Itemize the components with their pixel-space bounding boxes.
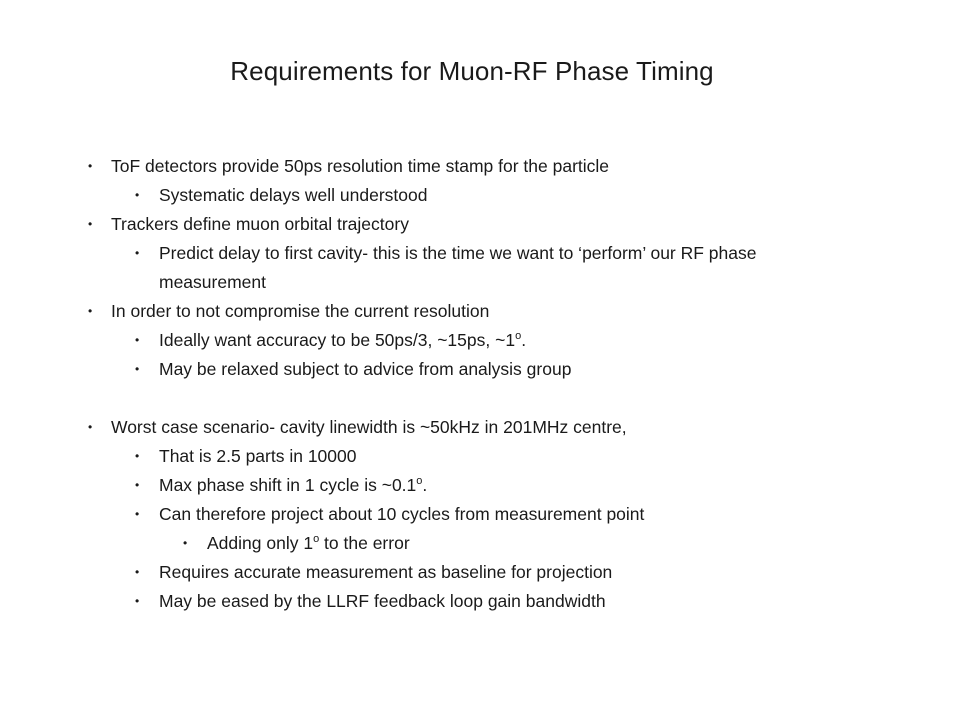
slide-title: Requirements for Muon-RF Phase Timing [230, 56, 714, 86]
bullet-dot-icon: • [135, 449, 140, 463]
bullet-item [0, 152, 900, 181]
bullet-item [0, 239, 859, 297]
bullet-dot-icon: • [135, 565, 140, 579]
bullet-text: In order to not compromise the current resolution [111, 301, 490, 321]
bullet-text: Predict delay to first cavity- this is the time we want to ‘perform’ our RF phase measurement [159, 243, 757, 292]
degree-superscript: o [313, 533, 320, 546]
bullet-dot-icon: • [88, 304, 93, 318]
bullet-dot-icon: • [88, 159, 93, 173]
bullet-dot-icon: • [135, 507, 140, 521]
bullet-text: Ideally want accuracy to be 50ps/3, ~15ps, ~1 [159, 330, 516, 350]
bullet-item [0, 326, 900, 355]
bullet-dot-icon: • [88, 420, 93, 434]
bullet-text-suffix: . [521, 330, 527, 350]
bullet-text: May be relaxed subject to advice from analysis group [159, 359, 572, 379]
bullet-item [0, 471, 900, 500]
bullet-text: Max phase shift in 1 cycle is ~0.1 [159, 475, 417, 495]
bullet-item [0, 442, 900, 471]
bullet-dot-icon: • [88, 217, 93, 231]
degree-superscript: o [515, 330, 522, 343]
bullet-text-suffix: to the error [319, 533, 410, 553]
bullet-item [0, 558, 900, 587]
bullet-item [0, 355, 900, 384]
bullet-item [0, 500, 900, 529]
bullet-text: Adding only 1 [207, 533, 314, 553]
spacer [0, 384, 900, 413]
bullet-text: ToF detectors provide 50ps resolution time stamp for the particle [111, 156, 610, 176]
bullet-text: Can therefore project about 10 cycles from measurement point [159, 504, 645, 524]
bullet-text: Systematic delays well understood [159, 185, 428, 205]
bullet-item [0, 210, 900, 239]
bullet-item [0, 587, 900, 616]
bullet-dot-icon: • [135, 478, 140, 492]
bullet-dot-icon: • [183, 536, 188, 550]
degree-superscript: o [416, 475, 423, 488]
bullet-item [0, 297, 900, 326]
bullet-dot-icon: • [135, 594, 140, 608]
bullet-text: May be eased by the LLRF feedback loop gain bandwidth [159, 591, 606, 611]
bullet-item [0, 413, 900, 442]
bullet-dot-icon: • [135, 188, 140, 202]
bullet-dot-icon: • [135, 246, 140, 260]
bullet-text-suffix: . [422, 475, 428, 495]
bullet-text: That is 2.5 parts in 10000 [159, 446, 357, 466]
bullet-item [0, 529, 900, 558]
bullet-list [0, 152, 900, 616]
bullet-dot-icon: • [135, 362, 140, 376]
bullet-text: Trackers define muon orbital trajectory [111, 214, 409, 234]
bullet-text: Requires accurate measurement as baseline for projection [159, 562, 613, 582]
bullet-text: Worst case scenario- cavity linewidth is ~50kHz in 201MHz centre, [111, 417, 627, 437]
bullet-item [0, 181, 900, 210]
bullet-dot-icon: • [135, 333, 140, 347]
